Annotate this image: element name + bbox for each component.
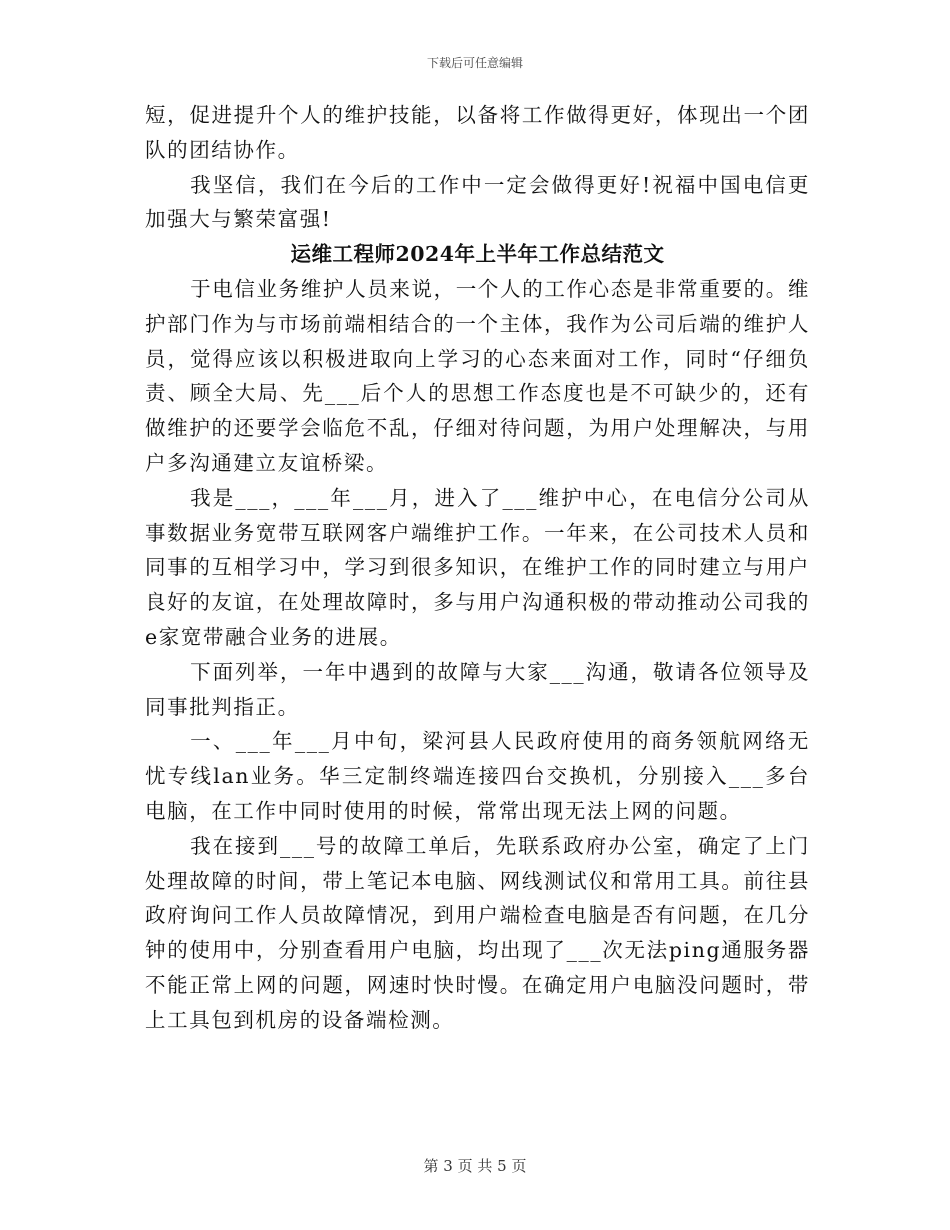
document-body (145, 98, 810, 1038)
paragraph-case-one-handling: 我在接到___号的故障工单后，先联系政府办公室，确定了上门处理故障的时间，带上笔记本电脑、网线测试仪和常用工具。前往县政府询问工作人员故障情况，到用户端检查电脑是否有问题，在几分钟的使用中，分别查看用户电脑，均出现了___次无法ping通服务器不能正常上网的问题，网速时快时慢。在确定用户电脑没问题时，带上工具包到机房的设备端检测。 (145, 833, 810, 1032)
paragraph-intro: 于电信业务维护人员来说，一个人的工作心态是非常重要的。维护部门作为与市场前端相结合的一个主体，我作为公司后端的维护人员，觉得应该以积极进取向上学习的心态来面对工作，同时“仔细负责、顾全大局、先___后个人的思想工作态度也是不可缺少的，还有做维护的还要学会临危不乱，仔细对待问题，为用户处理解决，与用户多沟通建立友谊桥梁。 (145, 276, 810, 475)
paragraph-closing: 我坚信，我们在今后的工作中一定会做得更好!祝福中国电信更加强大与繁荣富强! (145, 172, 810, 232)
page-footer: 第 3 页 共 5 页 (423, 1157, 527, 1175)
paragraph-case-one: 一、___年___月中旬，梁河县人民政府使用的商务领航网络无忧专线lan业务。华三定制终端连接四台交换机，分别接入___多台电脑，在工作中同时使用的时候，常常出现无法上网的问题。 (145, 729, 810, 823)
paragraph-list-intro: 下面列举，一年中遇到的故障与大家___沟通，敬请各位领导及同事批判指正。 (145, 659, 810, 719)
page-header: 下载后可任意编辑 (426, 56, 523, 70)
paragraph-continuation: 短，促进提升个人的维护技能，以备将工作做得更好，体现出一个团队的团结协作。 (145, 103, 810, 162)
paragraph-background: 我是___，___年___月，进入了___维护中心，在电信分公司从事数据业务宽带互联网客户端维护工作。一年来，在公司技术人员和同事的互相学习中，学习到很多知识，在维护工作的同时建立与用户良好的友谊，在处理故障时，多与用户沟通积极的带动推动公司我的e家宽带融合业务的进展。 (145, 485, 810, 649)
section-title: 运维工程师2024年上半年工作总结范文 (290, 242, 665, 267)
